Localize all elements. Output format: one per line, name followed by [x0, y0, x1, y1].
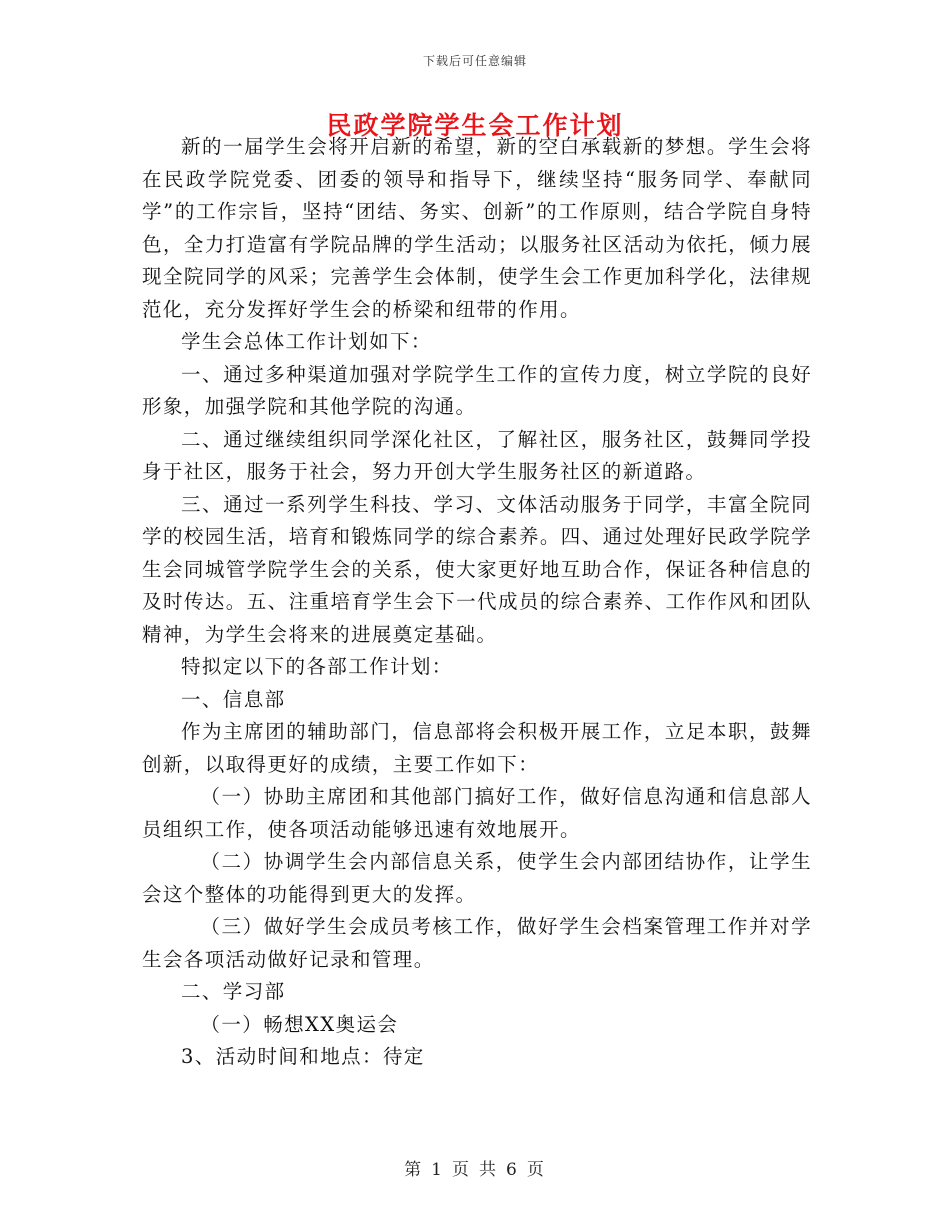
intro-paragraph: 新的一届学生会将开启新的希望，新的空白承载新的梦想。学生会将在民政学院党委、团委的领导和指导下，继续坚持“服务同学、奉献同学”的工作宗旨，坚持“团结、务实、创新”的工作原则，结合学院自身特色，全力打造富有学院品牌的学生活动；以服务社区活动为依托，倾力展现全院同学的风采；完善学生会体制，使学生会工作更加科学化，法律规范化，充分发挥好学生会的桥梁和纽带的作用。	[142, 135, 812, 321]
section-study-dept: 二、学习部	[181, 980, 286, 1003]
page-label: 第	[404, 1160, 424, 1180]
activity-time-place: 3、活动时间和地点：待定	[181, 1045, 425, 1068]
header-note: 下载后可任意编辑	[422, 54, 527, 68]
plan-item-1: 一、通过多种渠道加强对学院学生工作的宣传力度，树立学院的良好形象，加强学院和其他学院的沟通。	[142, 362, 812, 418]
department-plans-heading: 特拟定以下的各部工作计划：	[181, 655, 453, 678]
section-info-dept: 一、信息部	[181, 687, 286, 711]
plan-item-2: 二、通过继续组织同学深化社区，了解社区，服务社区，鼓舞同学投身于社区，服务于社会，努力开创大学生服务社区的新道路。	[142, 427, 812, 483]
page-current: 1	[431, 1160, 444, 1180]
plan-item-3-5: 三、通过一系列学生科技、学习、文体活动服务于同学，丰富全院同学的校园生活，培育和锻炼同学的综合素养。四、通过处理好民政学院学生会同城管学院学生会的关系，使大家更好地互助合作，保证各种信息的及时传达。五、注重培育学生会下一代成员的综合素养、工作作风和团队精神，为学生会将来的进展奠定基础。	[142, 492, 812, 646]
info-dept-item-2: （二）协调学生会内部信息关系，使学生会内部团结协作，让学生会这个整体的功能得到更大的发挥。	[142, 850, 812, 906]
info-dept-item-1: （一）协助主席团和其他部门搞好工作，做好信息沟通和信息部人员组织工作，使各项活动能够迅速有效地展开。	[142, 785, 812, 841]
info-dept-intro: 作为主席团的辅助部门，信息部将会积极开展工作，立足本职，鼓舞创新，以取得更好的成绩，主要工作如下：	[142, 720, 812, 776]
document-title: 民政学院学生会工作计划	[326, 111, 624, 140]
page-footer	[0, 1155, 950, 1180]
info-dept-item-3: （三）做好学生会成员考核工作，做好学生会档案管理工作并对学生会各项活动做好记录和管理。	[142, 915, 812, 971]
page-total: 6	[506, 1160, 519, 1180]
page-unit: 页	[452, 1160, 471, 1180]
study-dept-item-1: （一）畅想XX奥运会	[200, 1012, 399, 1036]
document-body	[142, 131, 812, 1074]
overall-plan-heading: 学生会总体工作计划如下：	[181, 330, 432, 353]
total-unit: 页	[526, 1160, 546, 1180]
total-label: 共	[479, 1160, 498, 1180]
